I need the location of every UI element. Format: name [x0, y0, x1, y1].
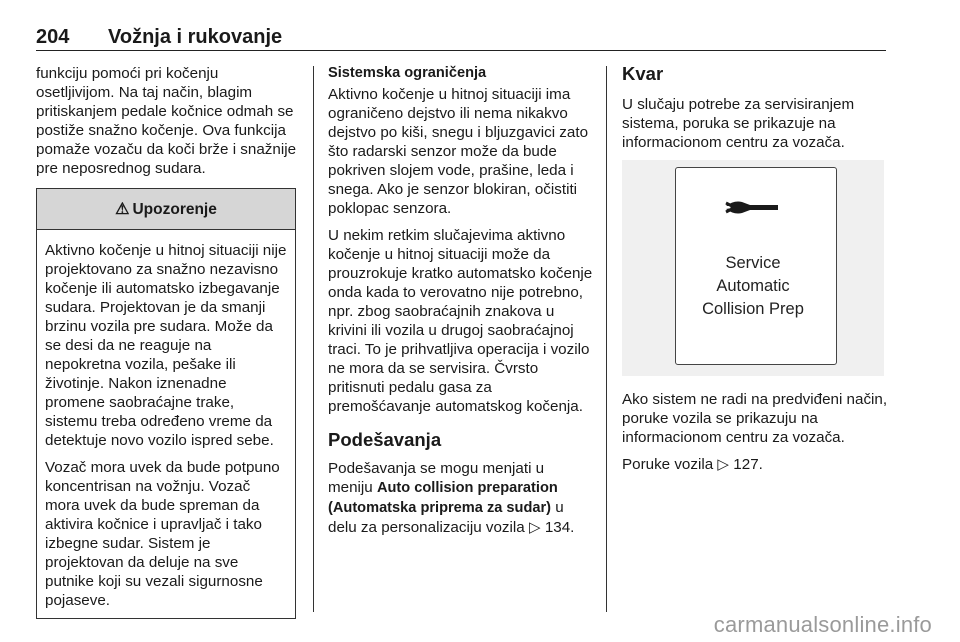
system-limits-paragraph-2: U nekim retkim slučajevima aktivno kočenje u hitnoj situaciji može da prouzrokuje kratko automatsko kočenje onda kada to verovatno nije potrebno, npr. zbog saobraćajnih znakova u krivini ili vozila u drugoj saobraćajnoj traci. To je prihvatljiva operacija i vozilo ne mora da se servisira. Čvrsto pritisnuti pedalu gasa za premošćavanje automatskog kočenja. [328, 227, 593, 415]
system-limits-heading: Sistemska ograničenja [328, 65, 487, 81]
page-number: 204 [36, 26, 70, 48]
menu-name: Auto collision preparation (Automatska priprema za sudar) [328, 480, 558, 516]
warning-title: Upozorenje [132, 200, 217, 218]
warning-box [36, 188, 296, 619]
dic-message-line-3: Collision Prep [702, 300, 804, 318]
chapter-title: Vožnja i rukovanje [108, 26, 283, 48]
dic-message [622, 252, 884, 321]
page-ref-arrow-icon: ▷ [528, 519, 545, 536]
column-divider-1 [313, 66, 314, 612]
dic-message-line-1: Service [725, 254, 781, 272]
page-header [36, 26, 886, 51]
fault-text: Poruke vozila [622, 456, 718, 473]
settings-text: Podešavanja se mogu menjati u meniju [328, 460, 545, 496]
warning-header [37, 189, 295, 230]
dic-message-line-2: Automatic [716, 277, 790, 295]
wrench-icon [672, 190, 832, 230]
column-divider-2 [606, 66, 607, 612]
page-reference-link[interactable]: 127. [733, 456, 763, 473]
fault-paragraph-3 [622, 455, 888, 474]
fault-paragraph-2: Ako sistem ne radi na predviđeni način, poruke vozila se prikazuju na informacionom centru za vozača. [622, 391, 888, 446]
warning-paragraph-1: Aktivno kočenje u hitnoj situaciji nije projektovano za snažno nezavisno kočenje ili automatsko izbegavanje sudara. Projektovan je da smanji brzinu vozila pre sudara. Može da se desi da ne reaguje na nepokretna vozila, pešake ili životinje. Nakon iznenadne promene saobraćajne trake, sistemu treba određeno vreme da detektuje novo vozilo ispred sebe. [45, 242, 287, 449]
system-limits-paragraph-1: Aktivno kočenje u hitnoj situaciji ima ograničeno dejstvo ili nema nikakvo dejstvo po kiši, snegu i bljuzgavici zato što radarski senzor može da bude pokriven slojem vode, prašine, leda i snega. Ako je senzor blokiran, očistiti poklopac senzora. [328, 86, 589, 217]
settings-text-2: u delu za personalizaciju vozila [328, 499, 564, 536]
page-ref-arrow-icon: ▷ [717, 456, 734, 473]
warning-triangle-icon: ⚠ [115, 200, 130, 218]
fault-paragraph-1: U slučaju potrebe za servisiranjem sistema, poruka se prikazuje na informacionom centru za vozača. [622, 96, 855, 151]
settings-heading: Podešavanja [328, 429, 442, 450]
column-2 [328, 64, 593, 545]
page-reference-link[interactable]: 134. [544, 519, 575, 536]
column-3 [622, 64, 888, 482]
dic-message-figure [622, 160, 884, 376]
settings-paragraph [328, 459, 593, 537]
fault-heading: Kvar [622, 63, 664, 84]
watermark: carmanualsonline.info [713, 612, 932, 637]
warning-body [37, 230, 295, 618]
column-1 [36, 64, 298, 619]
intro-paragraph: funkciju pomoći pri kočenju osetljivijom. Na taj način, blagim pritiskanjem pedale kočnice odmah se postiže snažno kočenje. Ova funkcija pomaže vozaču da koči brže i snažnije pre neposrednog sudara. [36, 65, 297, 177]
warning-paragraph-2: Vozač mora uvek da bude potpuno koncentrisan na vožnju. Vozač mora uvek da bude spreman da aktivira kočnice i upravljač i tako izbegne sudar. Sistem je projektovan da deluje na sve putnike koji su vezali sigurnosne pojaseve. [45, 459, 280, 609]
